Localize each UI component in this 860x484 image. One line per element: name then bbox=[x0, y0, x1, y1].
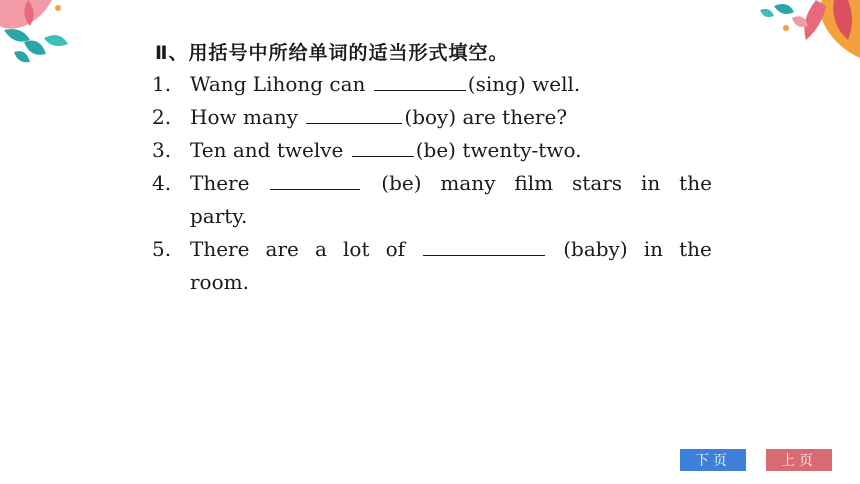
word-hint: (be) bbox=[415, 138, 456, 162]
answer-blank[interactable] bbox=[374, 70, 466, 91]
item-text: Wang Lihong can bbox=[190, 72, 366, 96]
item-word: There bbox=[190, 237, 250, 261]
item-continuation: party. bbox=[190, 204, 248, 228]
item-number: 3. bbox=[152, 138, 172, 162]
answer-blank[interactable] bbox=[270, 169, 360, 190]
item-number: 4. bbox=[152, 171, 172, 195]
item-word: of bbox=[385, 237, 406, 261]
exercise-item-5 bbox=[152, 233, 712, 299]
item-word: stars bbox=[572, 171, 623, 195]
exercise-item-1 bbox=[152, 68, 712, 101]
item-text: are there? bbox=[462, 105, 568, 129]
word-hint: (boy) bbox=[404, 105, 457, 129]
item-word: the bbox=[679, 171, 712, 195]
item-number: 2. bbox=[152, 105, 172, 129]
item-text: well. bbox=[532, 72, 581, 96]
exercise-item-2 bbox=[152, 101, 712, 134]
answer-blank[interactable] bbox=[352, 136, 414, 157]
item-word: are bbox=[265, 237, 299, 261]
word-hint: (baby) bbox=[563, 237, 628, 261]
item-number: 5. bbox=[152, 237, 172, 261]
item-text: twenty-two. bbox=[462, 138, 582, 162]
item-word: There bbox=[190, 171, 250, 195]
item-word: lot bbox=[343, 237, 370, 261]
answer-blank[interactable] bbox=[306, 103, 402, 124]
item-word: a bbox=[314, 237, 327, 261]
word-hint: (sing) bbox=[467, 72, 526, 96]
item-number: 1. bbox=[152, 72, 172, 96]
item-word: film bbox=[514, 171, 554, 195]
item-word: in bbox=[640, 171, 661, 195]
item-word: in bbox=[643, 237, 664, 261]
exercise-item-3 bbox=[152, 134, 712, 167]
item-word: many bbox=[440, 171, 496, 195]
answer-blank[interactable] bbox=[423, 235, 545, 256]
corner-leaf-decoration-right bbox=[730, 0, 860, 70]
exercise-heading: Ⅱ、用括号中所给单词的适当形式填空。 bbox=[155, 42, 509, 64]
item-text: Ten and twelve bbox=[190, 138, 344, 162]
previous-page-button[interactable]: 上页 bbox=[766, 449, 832, 471]
next-page-button[interactable]: 下页 bbox=[680, 449, 746, 471]
exercise-content bbox=[152, 38, 712, 299]
item-continuation: room. bbox=[190, 270, 249, 294]
exercise-item-4 bbox=[152, 167, 712, 233]
item-word: the bbox=[679, 237, 712, 261]
word-hint: (be) bbox=[381, 171, 422, 195]
item-text: How many bbox=[190, 105, 299, 129]
corner-leaf-decoration-left bbox=[0, 0, 80, 70]
